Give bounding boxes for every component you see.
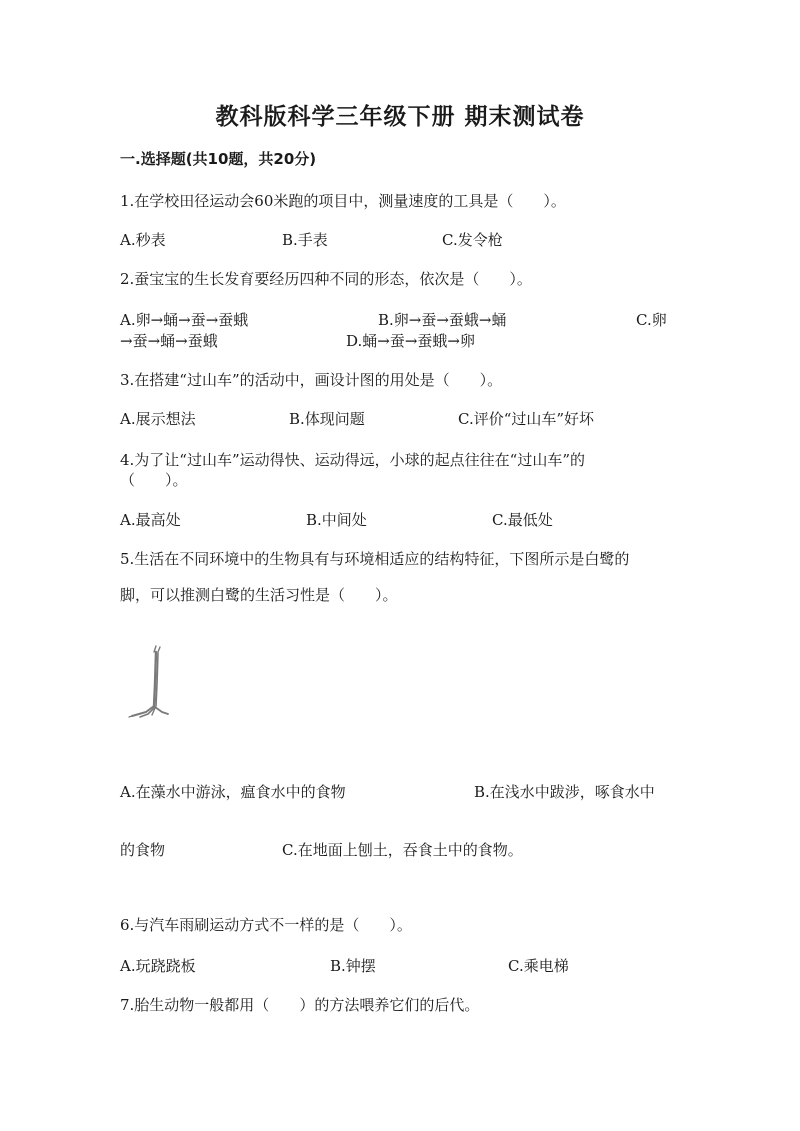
egret-foot-figure (126, 644, 178, 726)
question-2-text: 2.蚕宝宝的生长发育要经历四种不同的形态，依次是（ ）。 (120, 270, 532, 288)
question-2-option-a: A.卵→蛹→蚕→蚕蛾 (120, 311, 249, 329)
question-2-option-b: B.卵→蚕→蚕蛾→蛹 (378, 311, 507, 329)
question-5-text: 5.生活在不同环境中的生物具有与环境相适应的结构特征，下图所示是白鹭的 (120, 550, 630, 568)
question-4-option-a: A.最高处 (120, 511, 181, 529)
question-4-option-b: B.中间处 (306, 511, 367, 529)
question-5-option-a: A.在藻水中游泳，瘟食水中的食物 (120, 783, 346, 801)
question-3-option-c: C.评价“过山车”好坏 (458, 410, 595, 428)
question-3-option-b: B.体现问题 (289, 410, 365, 428)
section-heading: 一.选择题(共10题，共20分) (120, 150, 317, 168)
question-2-option-c: C.卵 (636, 311, 667, 329)
question-2-option-c-continued: →蚕→蛹→蚕蛾 (120, 332, 218, 350)
question-3-text: 3.在搭建“过山车”的活动中，画设计图的用处是（ ）。 (120, 371, 503, 389)
question-4-text: 4.为了让“过山车”运动得快、运动得远，小球的起点往往在“过山车”的 (120, 451, 585, 469)
question-6-option-c: C.乘电梯 (508, 957, 569, 975)
question-1-option-b: B.手表 (282, 231, 328, 249)
question-6-option-b: B.钟摆 (330, 957, 376, 975)
question-4-text-continued: （ ）。 (120, 471, 188, 489)
question-1-option-a: A.秒表 (120, 231, 166, 249)
question-6-option-a: A.玩跷跷板 (120, 957, 196, 975)
question-7-text: 7.胎生动物一般都用（ ）的方法喂养它们的后代。 (120, 996, 480, 1014)
question-5-text-continued: 脚，可以推测白鹭的生活习性是（ ）。 (120, 586, 398, 604)
question-4-option-c: C.最低处 (492, 511, 553, 529)
question-3-option-a: A.展示想法 (120, 410, 196, 428)
question-5-option-c: C.在地面上刨土，吞食土中的食物。 (282, 841, 523, 859)
page-title: 教科版科学三年级下册 期末测试卷 (215, 104, 585, 130)
question-5-option-b-continued: 的食物 (120, 841, 166, 859)
question-5-option-b: B.在浅水中跋涉，啄食水中 (474, 783, 655, 801)
question-2-option-d: D.蛹→蚕→蚕蛾→卵 (346, 332, 475, 350)
question-6-text: 6.与汽车雨刷运动方式不一样的是（ ）。 (120, 916, 412, 934)
question-1-text: 1.在学校田径运动会60米跑的项目中，测量速度的工具是（ ）。 (120, 192, 566, 210)
question-1-option-c: C.发令枪 (442, 231, 503, 249)
